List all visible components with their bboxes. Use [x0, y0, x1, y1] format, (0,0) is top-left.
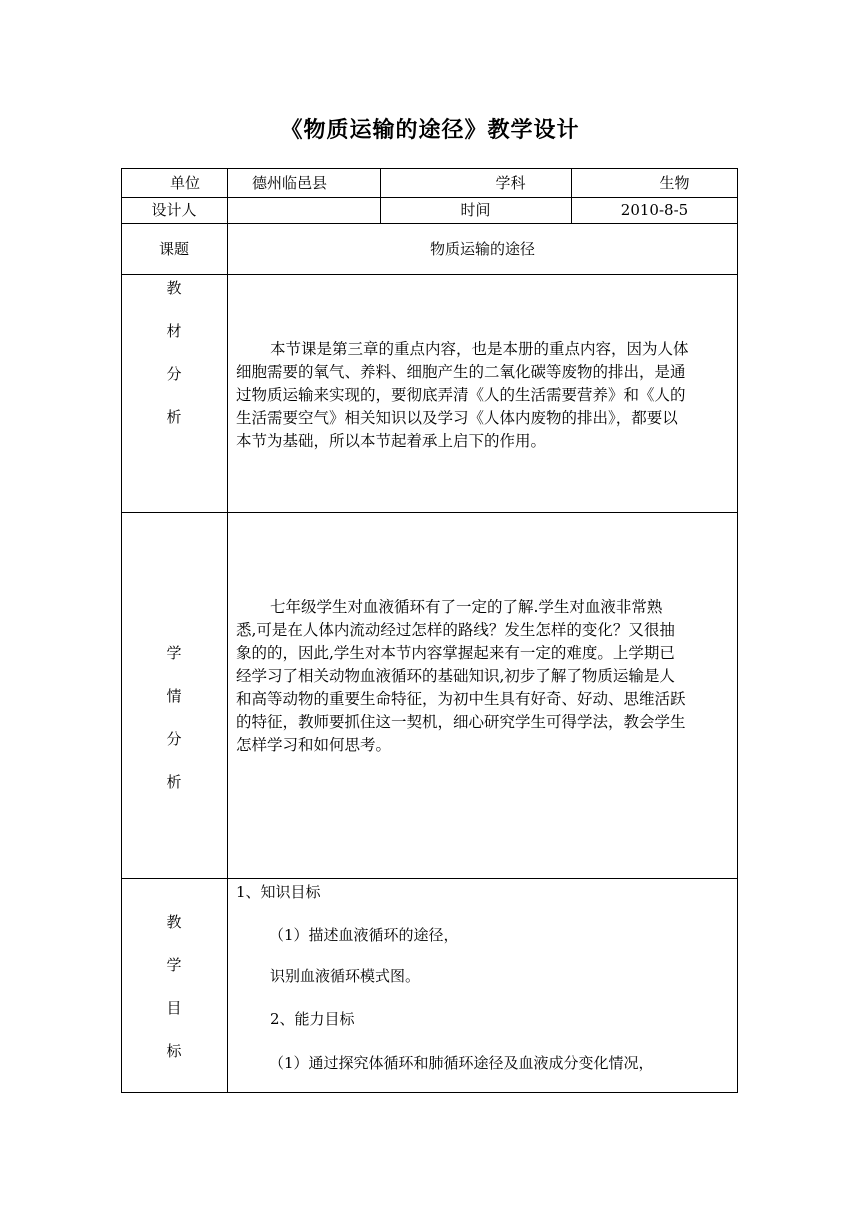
time-value: 2010-8-5 [620, 201, 689, 219]
text-line: 过物质运输来实现的，要彻底弄清《人的生活需要营养》和《人的 [236, 386, 686, 404]
text-line: 细胞需要的氧气、养料、细胞产生的二氧化碳等废物的排出，是通 [236, 363, 686, 381]
teaching-goals-label-char: 标 [166, 1042, 182, 1060]
material-analysis-label-char: 材 [166, 322, 182, 340]
column-divider [227, 168, 228, 1093]
teaching-goals-label-char: 目 [166, 999, 182, 1017]
goal-item: 识别血液循环模式图。 [270, 967, 421, 985]
row-divider [121, 512, 738, 513]
material-analysis-label-char: 教 [166, 279, 182, 297]
row-divider [121, 197, 738, 198]
text-line: 本节为基础，所以本节起着承上启下的作用。 [236, 432, 547, 450]
text-line: 象的的，因此,学生对本节内容掌握起来有一定的难度。上学期已 [236, 644, 675, 662]
text-line: 的特征，教师要抓住这一契机，细心研究学生可得学法，教会学生 [236, 713, 686, 731]
unit-value: 德州临邑县 [252, 174, 328, 192]
row-divider [121, 223, 738, 224]
material-analysis-label-char: 析 [166, 408, 182, 426]
text-line: 经学习了相关动物血液循环的基础知识,初步了解了物质运输是人 [236, 667, 675, 685]
student-analysis-label-char: 分 [166, 730, 182, 748]
goal-heading-ability: 2、能力目标 [270, 1010, 355, 1028]
text-line: 悉,可是在人体内流动经过怎样的路线？发生怎样的变化？又很抽 [236, 621, 675, 639]
goal-item: （1）通过探究体循环和肺循环途径及血液成分变化情况， [269, 1054, 654, 1072]
teaching-goals-label-char: 学 [166, 956, 182, 974]
goal-heading-knowledge: 1、知识目标 [236, 883, 321, 901]
text-line: 怎样学习和如何思考。 [236, 736, 392, 754]
time-label: 时间 [460, 201, 491, 219]
text-line: 本节课是第三章的重点内容，也是本册的重点内容，因为人体 [270, 340, 689, 358]
teaching-goals-label-char: 教 [166, 913, 182, 931]
text-line: 七年级学生对血液循环有了一定的了解.学生对血液非常熟 [270, 598, 663, 616]
row-divider [121, 274, 738, 275]
material-analysis-label-char: 分 [166, 365, 182, 383]
student-analysis-label-char: 析 [166, 773, 182, 791]
subject-label: 学科 [495, 174, 526, 192]
unit-label: 单位 [169, 174, 200, 192]
topic-value: 物质运输的途径 [429, 240, 535, 258]
text-line: 生活需要空气》相关知识以及学习《人体内废物的排出》，都要以 [236, 409, 678, 427]
text-line: 和高等动物的重要生命特征，为初中生具有好奇、好动、思维活跃 [236, 690, 686, 708]
row-divider [121, 878, 738, 879]
student-analysis-label-char: 情 [166, 687, 182, 705]
student-analysis-label-char: 学 [166, 644, 182, 662]
goal-item: （1）描述血液循环的途径， [269, 926, 459, 944]
subject-value: 生物 [659, 174, 690, 192]
document-title: 《物质运输的途径》教学设计 [280, 117, 580, 143]
designer-label: 设计人 [151, 201, 197, 219]
topic-label: 课题 [158, 240, 189, 258]
